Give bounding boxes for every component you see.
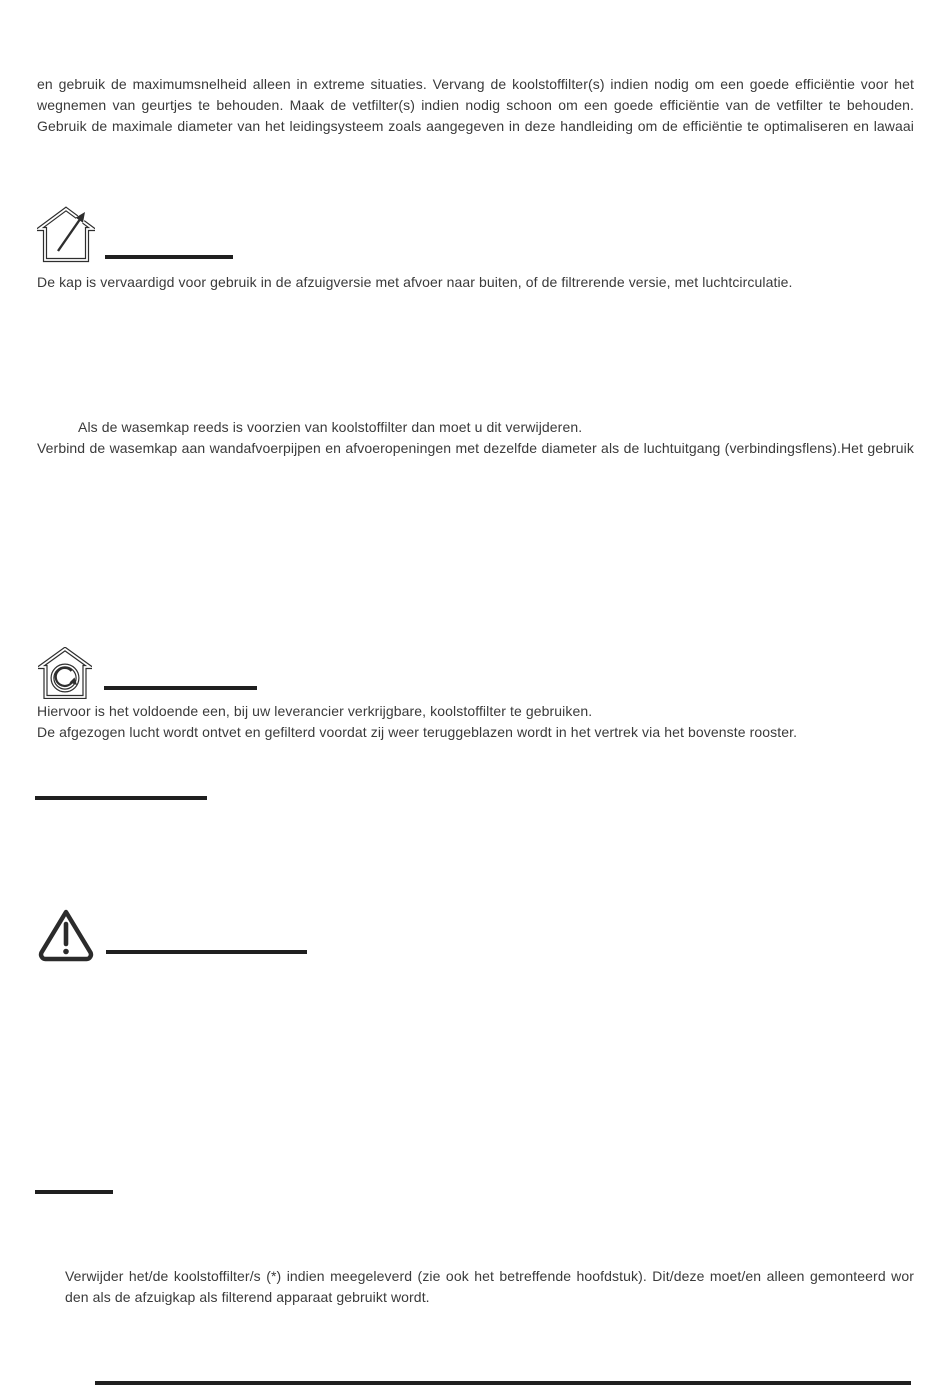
warning-triangle-icon	[37, 907, 95, 963]
paragraph-line: Verwijder het/de koolstoffilter/s (*) indien meegeleverd (zie ook het betreffende hoofdstuk). Dit/deze moet/en alleen gemonteerd wor	[65, 1268, 914, 1284]
filter-note-paragraph	[65, 1266, 914, 1308]
paragraph-line: Als de wasemkap reeds is voorzien van koolstoffilter dan moet u dit verwijderen.	[78, 419, 583, 435]
recirculation-heading-rule	[104, 686, 257, 690]
recirculation-paragraph	[37, 701, 797, 743]
intro-paragraph	[37, 74, 914, 137]
paragraph-line: De afgezogen lucht wordt ontvet en gefilterd voordat zij weer teruggeblazen wordt in het vertrek via het bovenste rooster.	[37, 724, 798, 740]
section-heading-rule	[35, 796, 207, 800]
house-exhaust-arrow-icon	[37, 206, 95, 264]
paragraph-line: en gebruik de maximumsnelheid alleen in extreme situaties. Vervang de koolstoffilter(s) indien nodig om een goede efficiëntie voor het	[37, 76, 914, 92]
paragraph-line: Gebruik de maximale diameter van het leidingsysteem zoals aangegeven in deze handleiding om de efficiëntie te optimaliseren en lawaai	[37, 118, 914, 134]
paragraph-line: den als de afzuigkap als filterend apparaat gebruikt wordt.	[65, 1289, 430, 1305]
subsection-heading-rule	[35, 1190, 113, 1194]
paragraph-line: Hiervoor is het voldoende een, bij uw leverancier verkrijgbare, koolstoffilter te gebruiken.	[37, 703, 593, 719]
paragraph-line: Verbind de wasemkap aan wandafvoerpijpen en afvoeropeningen met dezelfde diameter als de luchtuitgang (verbindingsflens).Het gebruik	[37, 440, 914, 456]
exhaust-heading-rule	[105, 255, 233, 259]
warning-heading-rule	[106, 950, 307, 954]
footer-rule	[95, 1381, 911, 1385]
ducting-paragraph	[37, 417, 914, 459]
exhaust-body-text: De kap is vervaardigd voor gebruik in de afzuigversie met afvoer naar buiten, of de filtrerende versie, met luchtcirculatie.	[37, 274, 793, 290]
paragraph-line: wegnemen van geurtjes te behouden. Maak de vetfilter(s) indien nodig schoon om een goede efficiëntie van de vetfilter te behouden.	[37, 97, 914, 113]
house-recirculation-icon	[38, 647, 92, 699]
